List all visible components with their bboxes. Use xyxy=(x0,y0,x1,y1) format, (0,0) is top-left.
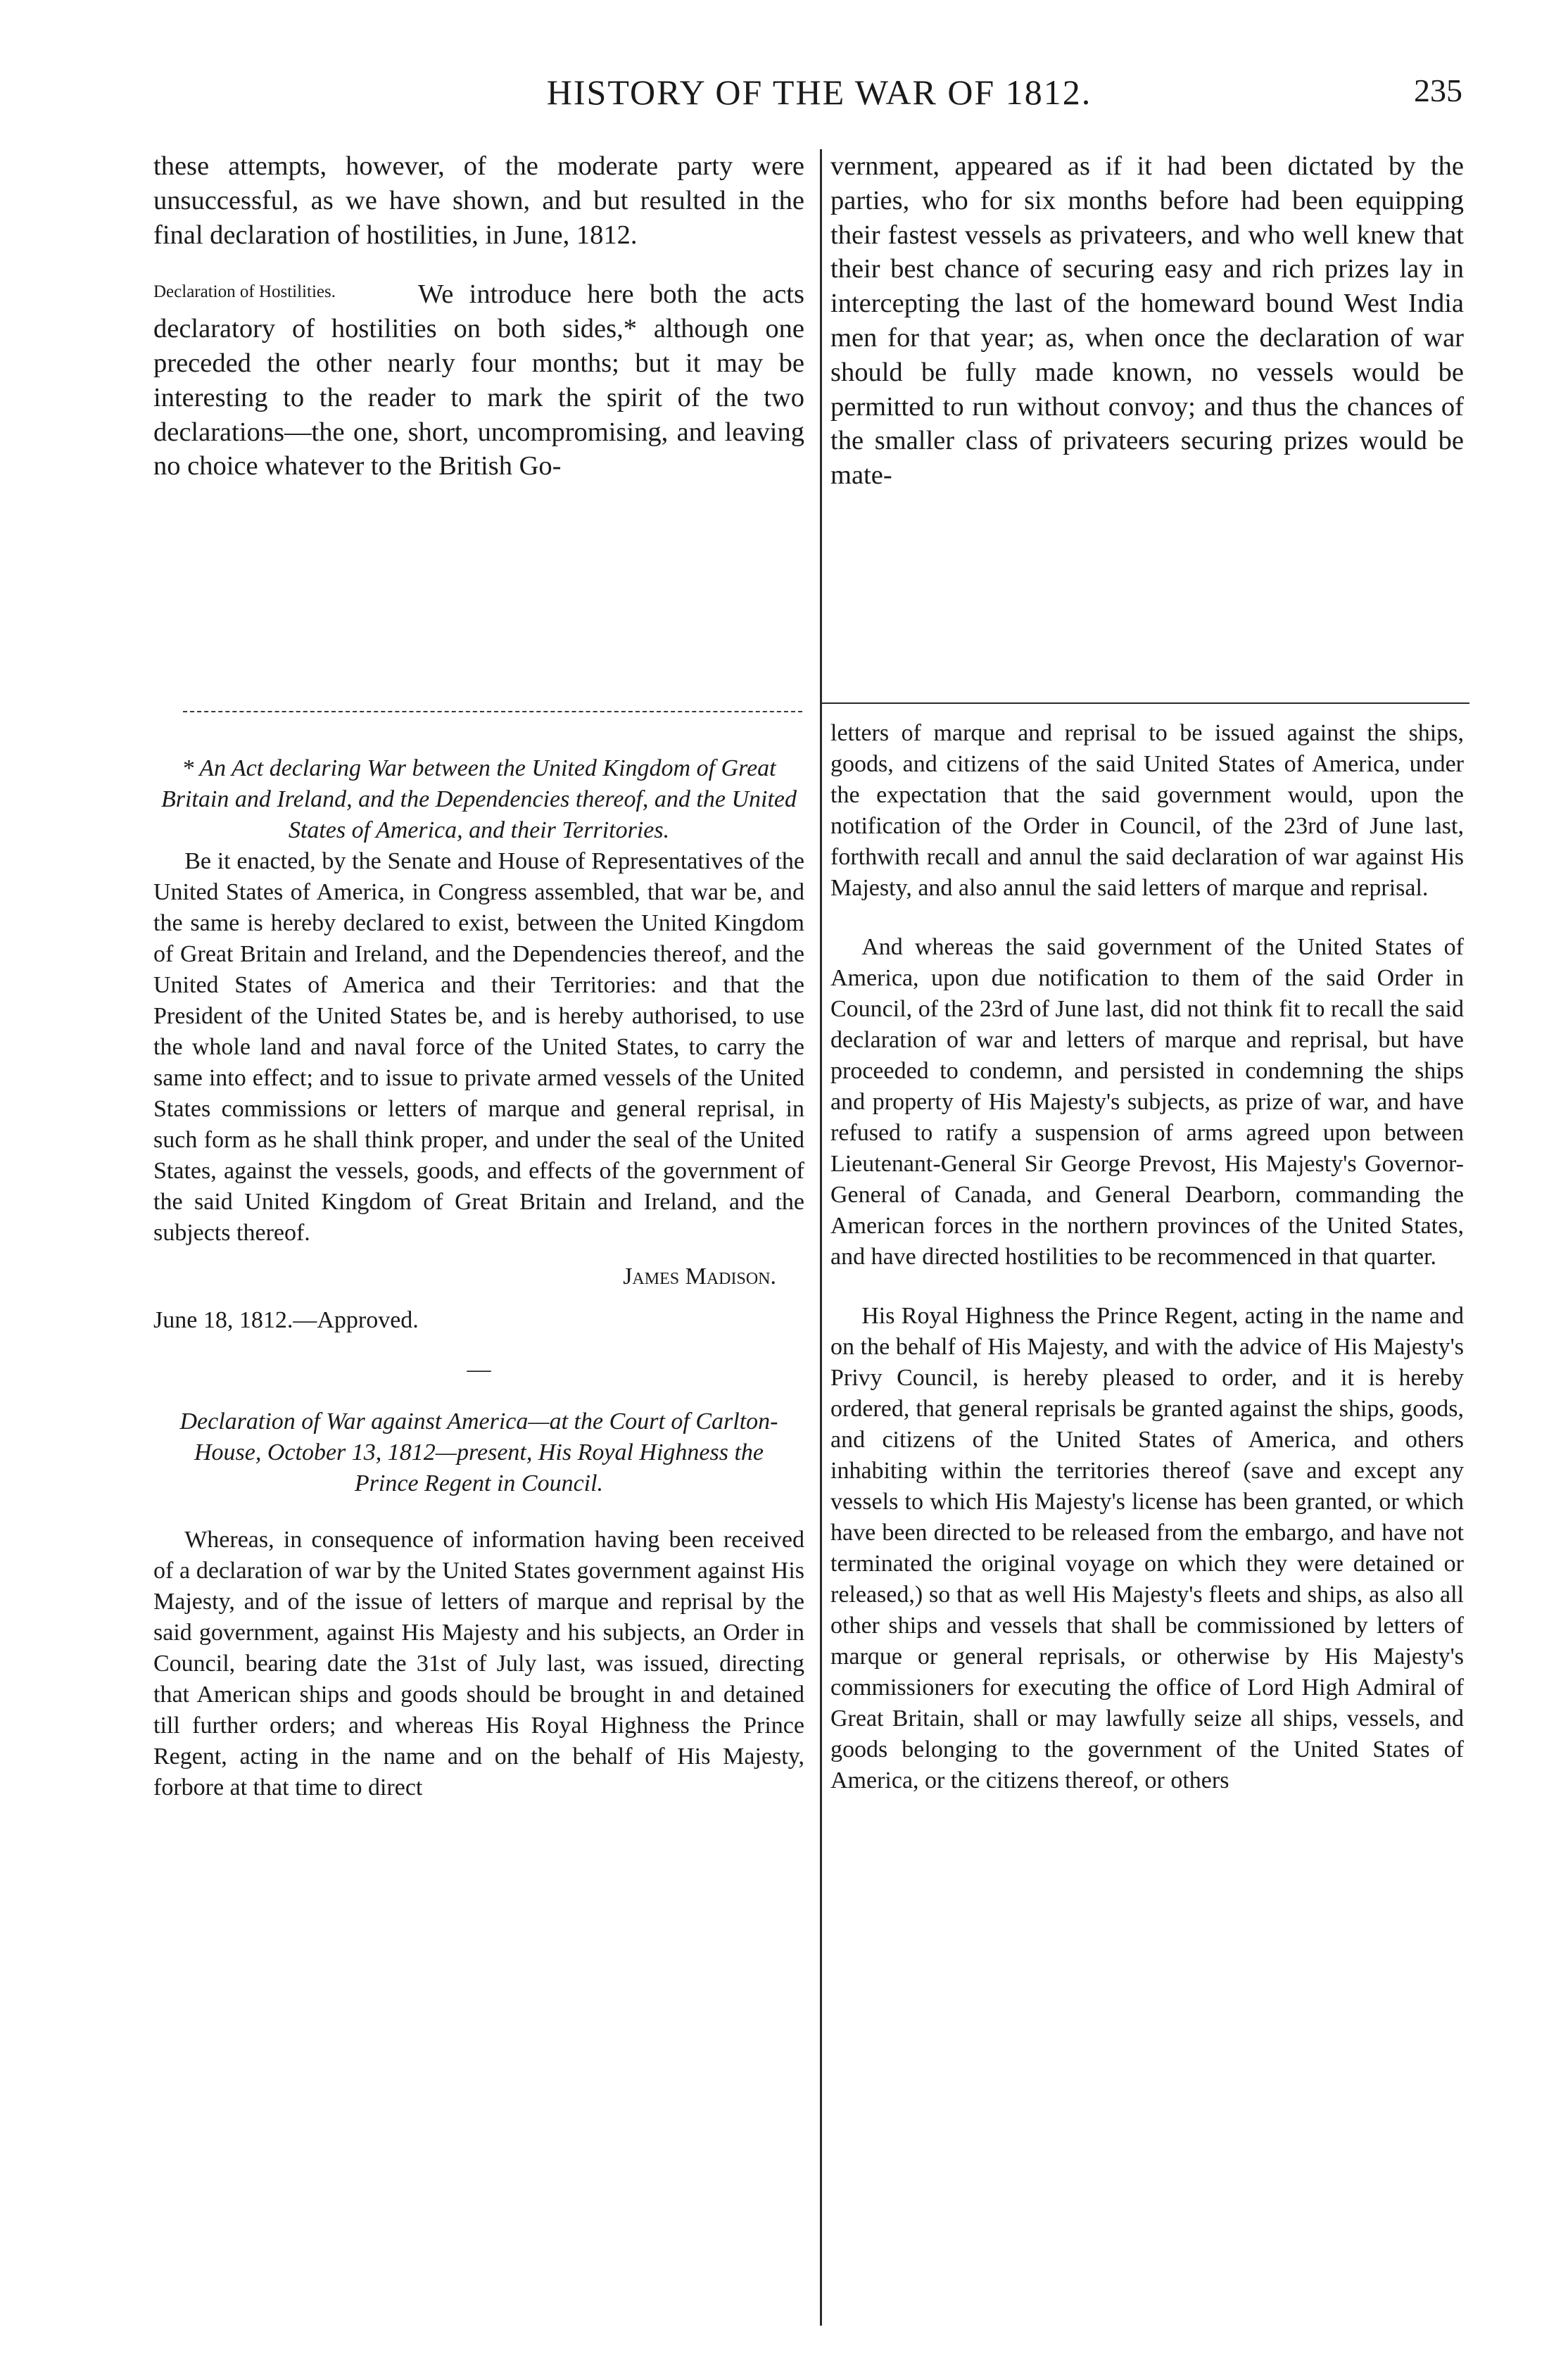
signature: James Madison. xyxy=(623,1263,776,1290)
footnote-separator-right xyxy=(822,702,1469,704)
act-text: Be it enacted, by the Senate and House of Representatives of the United States of America, in Congress assembled, that war be, and the same is hereby declared to exist, between the United Kingdom of Great Britain and Ireland, and the Dependencies thereof, and the United States of America and their Territories: and that the President of the United States be, and is hereby authorised, to use the whole land and naval force of the United States, to carry the same into effect; and to issue to private armed vessels of the United States commissions or letters of marque and general reprisal, in such form as he shall think proper, and under the seal of the United States, against the vessels, goods, and effects of the government of the said United Kingdom of Great Britain and Ireland, and the subjects thereof. xyxy=(153,848,804,1246)
act-title: * An Act declaring War between the United Kingdom of Great Britain and Ireland, and the Dependencies thereof, and the United States of America, and their Territories. xyxy=(160,755,797,843)
footnote-right-paragraph-3: His Royal Highness the Prince Regent, acting in the name and on the behalf of His Majesty, and with the advice of His Majesty's Privy Council, is hereby pleased to order, and it is hereby ordered, that general reprisals be granted against the ships, goods, and citizens of the United States of America, and others inhabiting within the territories thereof (save and except any vessels to which His Majesty's license has been granted, or which have been directed to be released from the embargo, and have not terminated the original voyage on which they were detained or released,) so that as well His Majesty's fleets and ships, as also all other ships and vessels that shall be commissioned by letters of marque or general reprisals, or otherwise by His Majesty's commissioners for executing the office of Lord High Admiral of Great Britain, shall or may lawfully seize all ships, vessels, and goods belonging to the government of the United States of America, or the citizens thereof, or others xyxy=(830,1303,1464,1793)
left-paragraph-2-text: We introduce here both the acts declaratory of hostilities on both sides,* although one preceded the other nearly four months; but it may be interesting to the reader to mark the spirit of the two declarations—the one, short, uncompromising, and leaving no choice whatever to the British Go- xyxy=(153,279,804,481)
approval-date: June 18, 1812.—Approved. xyxy=(153,1307,419,1333)
left-column-main xyxy=(153,149,804,484)
running-head xyxy=(155,65,1484,121)
page-number: 235 xyxy=(1414,72,1462,108)
column-divider xyxy=(820,149,822,2326)
footnote-right-paragraph-2: And whereas the said government of the United States of America, upon due notification to them of the said Order in Council, of the 23rd of June last, did not think fit to recall the said declaration of war and letters of marque and reprisal, but have proceeded to condemn, and persisted in condemning the ships and property of His Majesty's subjects, as prize of war, and have refused to ratify a suspension of arms agreed upon between Lieutenant-General Sir George Prevost, His Majesty's Governor-General of Canada, and General Dearborn, commanding the American forces in the northern provinces of the United States, and have directed hostilities to be recommenced in that quarter. xyxy=(830,934,1464,1270)
right-column-main xyxy=(830,149,1464,493)
footnote-left-column xyxy=(153,753,804,1803)
footnote-separator-left xyxy=(183,711,802,712)
declaration-title: Declaration of War against America—at the Court of Carlton-House, October 13, 1812—present, His Royal Highness the Prince Regent in Council. xyxy=(179,1408,778,1496)
running-head-title: HISTORY OF THE WAR OF 1812. xyxy=(546,72,1092,112)
side-note-declaration: Declaration of Hostilities. xyxy=(153,282,336,302)
whereas-paragraph: Whereas, in consequence of information having been received of a declaration of war by the United States government against His Majesty, and of the issue of letters of marque and reprisal by the said government, against His Majesty and his subjects, an Order in Council, bearing date the 31st of July last, was issued, directing that American ships and goods should be brought in and detained till further orders; and whereas His Royal Highness the Prince Regent, acting in the name and on the behalf of His Majesty, forbore at that time to direct xyxy=(153,1527,804,1801)
footnote-right-column xyxy=(830,718,1464,1796)
footnote-right-paragraph-1: letters of marque and reprisal to be issued against the ships, goods, and citizens of the said United States of America, under the expectation that the said government would, upon the notification of the Order in Council, of the 23rd of June last, forthwith recall and annul the said declaration of war against His Majesty, and also annul the said letters of marque and reprisal. xyxy=(830,720,1464,901)
left-paragraph-2 xyxy=(153,277,804,484)
section-separator: — xyxy=(467,1356,491,1382)
right-paragraph-1: vernment, appeared as if it had been dictated by the parties, who for six months before had been equipping their fastest vessels as privateers, and who well knew that their best chance of securing easy and rich prizes lay in intercepting the last of the homeward bound West India men for that year; as, when once the declaration of war should be fully made known, no vessels would be permitted to run without convoy; and thus the chances of the smaller class of privateers securing prizes would be mate- xyxy=(830,151,1464,491)
left-paragraph-1: these attempts, however, of the moderate party were unsuccessful, as we have shown, and but resulted in the final declaration of hostilities, in June, 1812. xyxy=(153,151,804,250)
